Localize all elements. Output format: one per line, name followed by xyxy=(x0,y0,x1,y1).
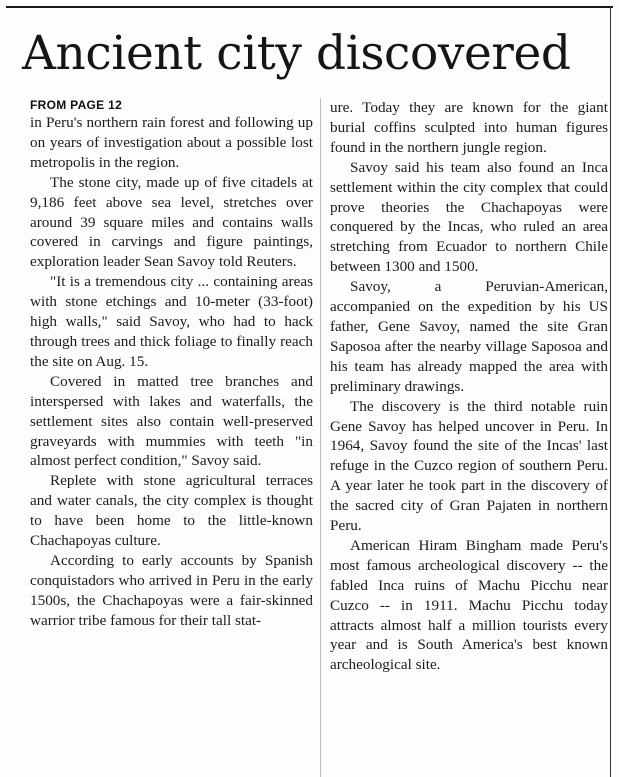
paragraph: Savoy said his team also found an Inca settlement within the city complex that could prove theories the Chachapoyas were conquered by the Incas, who ruled an area stretching from Ecuador to northern Chile between 1300 and 1500. xyxy=(330,158,608,276)
left-column xyxy=(30,98,313,631)
column-divider xyxy=(320,98,321,777)
top-rule xyxy=(6,6,613,8)
paragraph: The stone city, made up of five citadels at 9,186 feet above sea level, stretches over around 39 square miles and contains walls covered in carvings and figure paintings, exploration leader Sean Savoy told Reuters. xyxy=(30,173,313,271)
right-column xyxy=(330,98,608,675)
continued-from-label: FROM PAGE 12 xyxy=(30,98,123,112)
paragraph: in Peru's northern rain forest and following up on years of investigation about a possible lost metropolis in the region. xyxy=(30,114,313,171)
paragraph: Savoy, a Peruvian-American, accompanied on the expedition by his US father, Gene Savoy, named the site Gran Saposoa after the nearby village Saposoa and his team has already mapped the area with preliminary drawings. xyxy=(330,278,608,395)
paragraph: "It is a tremendous city ... containing areas with stone etchings and 10-meter (33-foot) high walls," said Savoy, who had to hack through trees and thick foliage to finally reach the site on Aug. 15. xyxy=(30,273,313,370)
paragraph: Replete with stone agricultural terraces and water canals, the city complex is thought to have been home to the little-known Chachapoyas culture. xyxy=(30,472,313,550)
paragraph: Covered in matted tree branches and interspersed with lakes and waterfalls, the settlement sites also contain well-preserved graveyards with mummies with teeth "in almost perfect condition," Savoy said. xyxy=(30,372,313,470)
paragraph: The discovery is the third notable ruin Gene Savoy has helped uncover in Peru. In 1964, Savoy found the site of the Incas' last refuge in the Cuzco region of southern Peru. A year later he took part in the discovery of the sacred city of Gran Pajaten in northern Peru. xyxy=(330,397,608,535)
paragraph: American Hiram Bingham made Peru's most famous archeological discovery -- the fabled Inca ruins of Machu Picchu near Cuzco -- in 1911. Machu Picchu today attracts almost half a million tourists every year and is South America's best known archeological site. xyxy=(330,536,608,674)
paragraph: According to early accounts by Spanish conquistadors who arrived in Peru in the early 1500s, the Chachapoyas were a fair-skinned warrior tribe famous for their tall stat- xyxy=(30,551,313,629)
right-rule xyxy=(610,6,611,777)
headline: Ancient city discovered xyxy=(22,26,571,81)
paragraph: ure. Today they are known for the giant burial coffins sculpted into human figures found in the northern jungle region. xyxy=(330,99,608,156)
